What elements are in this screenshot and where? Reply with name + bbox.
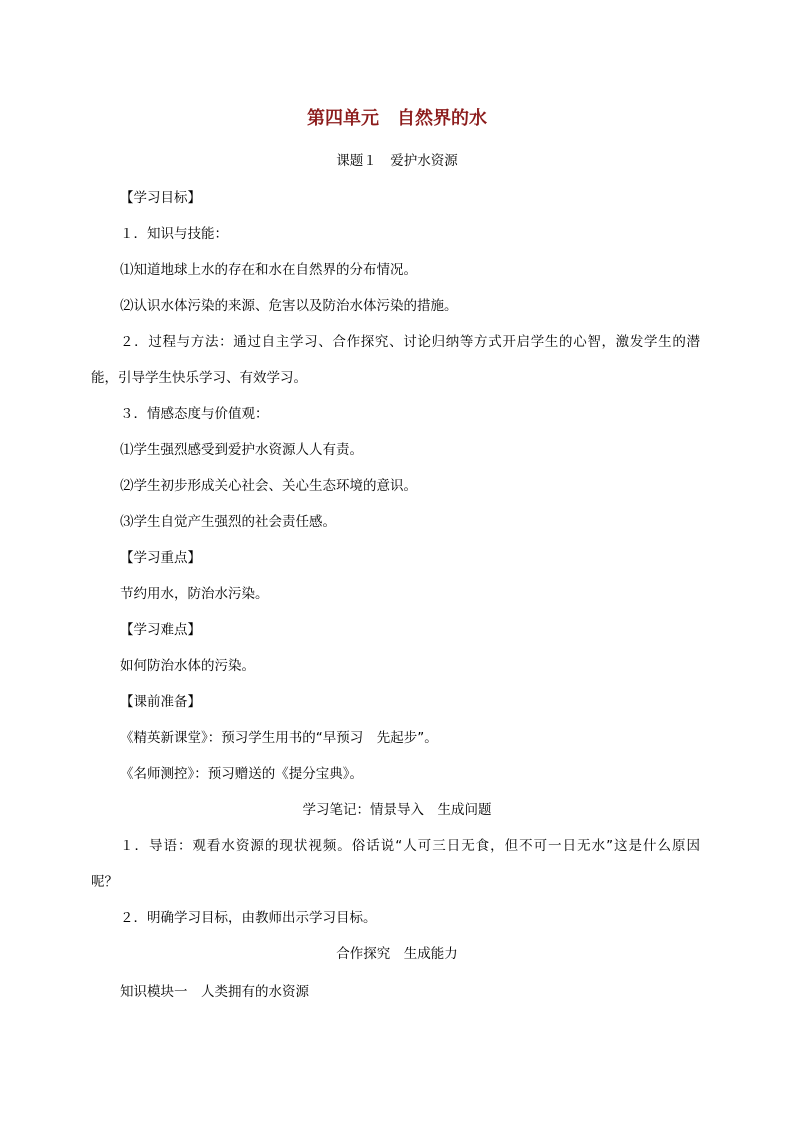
- goal-attitudes-values: ３．情感态度与价值观：: [120, 406, 269, 422]
- prep-item-1: 《精英新课堂》：预习学生用书的“早预习 先起步”。: [120, 730, 438, 746]
- difficulty-text: 如何防治水体的污染。: [120, 658, 255, 674]
- intro-item-1: １．导语：观看水资源的现状视频。俗话说“人可三日无食，但不可一日无水”这是什么原因: [120, 838, 700, 854]
- goal-process-methods-continued: 能，引导学生快乐学习、有效学习。: [91, 370, 307, 386]
- goal-attitudes-item-3: ⑶学生自觉产生强烈的社会责任感。: [120, 514, 336, 530]
- goal-knowledge-skills: １．知识与技能：: [120, 226, 228, 242]
- prep-item-2: 《名师测控》：预习赠送的《提分宝典》。: [120, 766, 363, 782]
- goal-knowledge-item-1: ⑴知道地球上水的存在和水在自然界的分布情况。: [120, 262, 417, 278]
- goal-process-methods: ２．过程与方法：通过自主学习、合作探究、讨论归纳等方式开启学生的心智，激发学生的潜: [120, 334, 700, 350]
- coop-heading: 合作探究 生成能力: [336, 946, 458, 962]
- focus-heading: 【学习重点】: [120, 550, 201, 566]
- unit-title: 第四单元 自然界的水: [307, 108, 487, 129]
- goal-knowledge-item-2: ⑵认识水体污染的来源、危害以及防治水体污染的措施。: [120, 298, 458, 314]
- goal-attitudes-item-2: ⑵学生初步形成关心社会、关心生态环境的意识。: [120, 478, 417, 494]
- focus-text: 节约用水，防治水污染。: [120, 586, 269, 602]
- module-1-heading: 知识模块一 人类拥有的水资源: [120, 984, 309, 1000]
- notes-heading: 学习笔记：情景导入 生成问题: [302, 802, 492, 818]
- intro-item-2: ２．明确学习目标，由教师出示学习目标。: [120, 910, 377, 926]
- goal-attitudes-item-1: ⑴学生强烈感受到爱护水资源人人有责。: [120, 442, 363, 458]
- prep-heading: 【课前准备】: [120, 694, 201, 710]
- goals-heading: 【学习目标】: [120, 190, 201, 206]
- lesson-title: 课题１ 爱护水资源: [336, 153, 458, 169]
- intro-item-1-continued: 呢？: [91, 874, 118, 890]
- difficulty-heading: 【学习难点】: [120, 622, 201, 638]
